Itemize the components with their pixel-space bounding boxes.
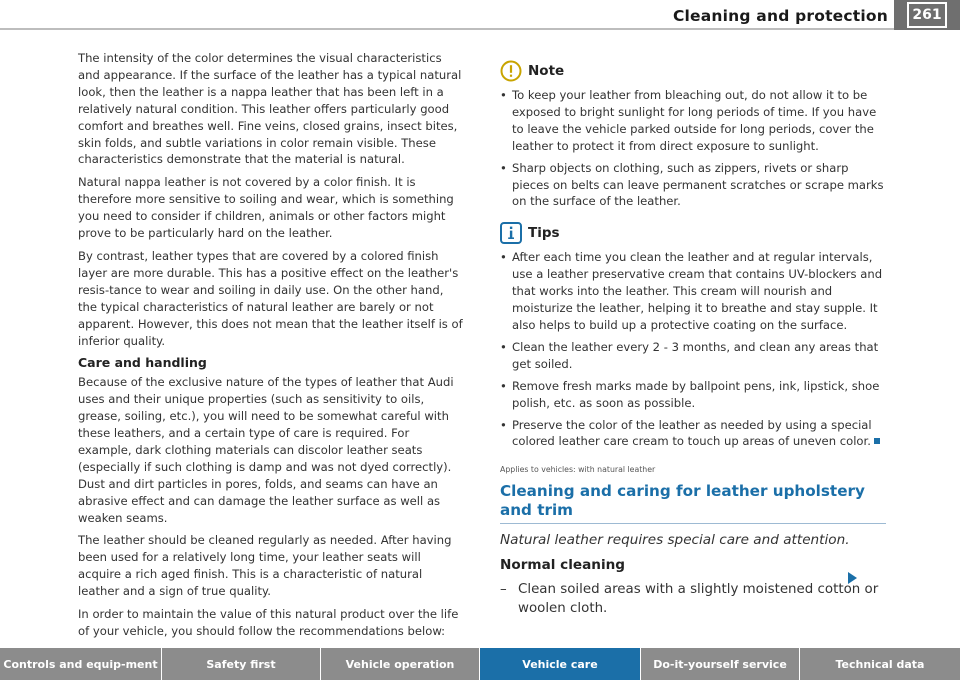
bullet-dot: • (500, 339, 507, 354)
tab-vehicle-care[interactable] (480, 648, 641, 680)
tips-bullet (500, 417, 886, 451)
paragraph-care-handling: Because of the exclusive nature of the types of leather that Audi uses and their unique properties (such as sensitivity to oils, grease, soiling, etc.), you will need to be somewhat careful with these leathers, and a certain type of care is required. For example, dark clothing materials can discolor leather seats (especially if such clothing is damp and was not dyed correctly). Dust and dirt particles in pores, folds, and seams can have an abrasive effect and can damage the leather surface as well as weaken seams. (78, 375, 454, 525)
left-column (78, 50, 464, 646)
bullet-dot: • (500, 378, 507, 393)
bullet-dot: • (500, 160, 507, 175)
section-intro: Natural leather requires special care and attention. (500, 532, 850, 549)
applies-to-vehicles: Applies to vehicles: with natural leather (500, 465, 656, 475)
continue-arrow-icon (848, 572, 857, 584)
tab-label: Vehicle operation (345, 657, 455, 671)
page-number-box (894, 0, 960, 30)
tab-label: Controls and equip-ment (3, 657, 158, 671)
bullet-dot: • (500, 417, 507, 432)
note-bullet (500, 160, 886, 211)
tips-bullet (500, 249, 886, 334)
tips-callout (500, 222, 886, 244)
tips-bullet (500, 339, 886, 373)
tips-bullet (500, 378, 886, 412)
tips-bullet-text: Clean the leather every 2 - 3 months, and clean any areas that get soiled. (512, 339, 879, 371)
paragraph-finish-layer: By contrast, leather types that are covered by a colored finish layer are more durable. This has a positive effect on the leather's resis-tance to wear and soiling in daily use. On the other hand, the typical characteristics of natural leather are barely or not apparent. However, this does not mean that the leather itself is of inferior quality. (78, 248, 463, 348)
tab-label: Technical data (835, 657, 925, 671)
footer-chapter-tabs (0, 648, 960, 680)
tab-controls-and-equipment[interactable] (0, 648, 162, 680)
bullet-dot: • (500, 250, 507, 265)
info-square-icon (500, 222, 522, 244)
paragraph-clean-regularly: The leather should be cleaned regularly as needed. After having been used for a relatively long time, your leather seats will acquire a rich aged finish. This is a characteristic of natural leather and a sign of true quality. (78, 533, 452, 599)
tips-bullet-text: After each time you clean the leather and at regular intervals, use a leather preservative cream that contains UV-blockers and that works into the leather. This cream will nourish and moisturize the leather, helping it to breathe and stay supple. It also helps to build up a protective coating on the surface. (512, 250, 883, 332)
right-column (500, 50, 886, 618)
note-bullet (500, 87, 886, 155)
cleaning-step-text: Clean soiled areas with a slightly moistened cotton or woolen cloth. (518, 582, 879, 617)
tab-safety-first[interactable] (162, 648, 321, 680)
header-rule (0, 28, 960, 30)
end-of-section-icon (874, 438, 880, 444)
step-dash: – (500, 582, 507, 598)
paragraph-nappa-leather: Natural nappa leather is not covered by a color finish. It is therefore more sensitive to soiling and wear, which is something you need to consider if children, animals or other factors might prove to be particularly hard on the leather. (78, 175, 454, 241)
normal-cleaning-heading: Normal cleaning (500, 557, 626, 574)
tips-bullet-text-last: Preserve the color of the leather as needed by using a special colored leather care cream to touch up areas of uneven color. (512, 417, 872, 449)
note-bullet-text: Sharp objects on clothing, such as zippers, rivets or sharp pieces on belts can leave permanent scratches or scrape marks on the surface of the leather. (512, 160, 884, 209)
tab-do-it-yourself-service[interactable] (641, 648, 800, 680)
tab-label: Safety first (206, 657, 276, 671)
tab-technical-data[interactable] (800, 648, 960, 680)
note-callout (500, 60, 886, 82)
section-title: Cleaning and caring for leather upholstery and trim (500, 482, 886, 524)
tips-label: Tips (528, 224, 560, 241)
page-number: 261 (907, 2, 947, 28)
tab-label: Vehicle care (522, 657, 598, 671)
tab-vehicle-operation[interactable] (321, 648, 480, 680)
page-section-title: Cleaning and protection (672, 7, 888, 25)
cleaning-step (500, 580, 886, 618)
paragraph-color-intensity: The intensity of the color determines the visual characteristics and appearance. If the surface of the leather has a typical natural look, then the leather is a nappa leather that has been left in a relatively natural condition. This leather offers particularly good comfort and breathes well. Fine veins, closed grains, insect bites, skin folds, and subtle variations in color remain visible. These characteristics demonstrate that the material is natural. (78, 51, 462, 167)
tab-label: Do-it-yourself service (653, 657, 787, 671)
note-label: Note (528, 62, 565, 79)
tips-bullet-text: Remove fresh marks made by ballpoint pens, ink, lipstick, shoe polish, etc. as soon as possible. (512, 378, 880, 410)
exclamation-circle-icon (500, 60, 522, 82)
tips-bullet-text (512, 417, 886, 451)
care-handling-heading: Care and handling (78, 355, 207, 371)
bullet-dot: • (500, 88, 507, 102)
paragraph-recommendations: In order to maintain the value of this natural product over the life of your vehicle, you should follow the recommendations below: (78, 607, 459, 638)
note-bullet-text: To keep your leather from bleaching out, do not allow it to be exposed to bright sunlight for long periods of time. If you have to leave the vehicle parked outside for long periods, cover the leather to protect it from direct exposure to sunlight. (512, 88, 877, 153)
